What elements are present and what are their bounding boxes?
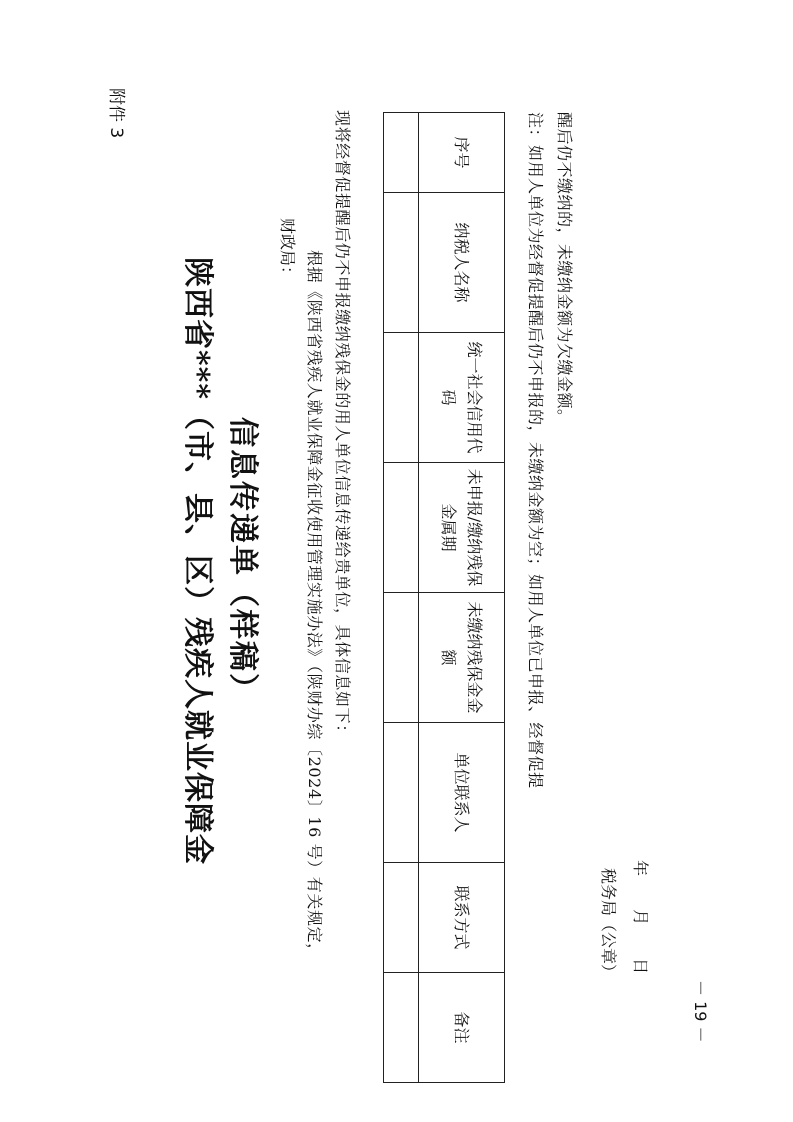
table-row	[384, 113, 419, 1083]
header-cell-taxpayer-name: 纳税人名称	[419, 193, 505, 333]
page-number: － 19 －	[691, 980, 710, 1043]
table-cell	[384, 973, 419, 1083]
table-cell	[384, 863, 419, 973]
note-line2: 醒后仍不缴纳的，未缴纳金额为欠缴金额。	[555, 112, 574, 426]
table-cell	[384, 193, 419, 333]
table-cell	[384, 333, 419, 463]
signature-date: 年 月 日	[631, 860, 650, 975]
header-cell-unpaid-amount: 未缴纳残保金金额	[419, 593, 505, 723]
info-table	[383, 112, 505, 1083]
header-cell-unpaid-period: 未申报/缴纳残保金属期	[419, 463, 505, 593]
body-paragraph-line1: 根据《陕西省残疾人就业保障金征收使用管理实施办法》（陕财办综〔2024〕16 号）有关规定，	[305, 250, 324, 960]
table-cell	[384, 113, 419, 193]
note-line1: 注：如用人单位为经督促提醒后仍不申报的，未缴纳金额为空；如用人单位已申报、经督促提	[526, 112, 545, 789]
body-paragraph-line2: 现将经督促提醒后仍不申报缴纳残保金的用人单位信息传递给贵单位，具体信息如下：	[333, 110, 352, 741]
document-title-line1: 陕西省***（市、县、区）残疾人就业保障金	[180, 256, 215, 866]
header-cell-remarks: 备注	[419, 973, 505, 1083]
issuing-bureau-seal: 税务局（公章）	[599, 868, 618, 981]
header-cell-credit-code: 统一社会信用代码	[419, 333, 505, 463]
header-cell-contact-method: 联系方式	[419, 863, 505, 973]
attachment-label: 附件 3	[106, 88, 126, 139]
document-title-line2: 信息传递单（样稿）	[225, 417, 260, 705]
header-cell-index: 序号	[419, 113, 505, 193]
header-cell-contact-person: 单位联系人	[419, 723, 505, 863]
table-cell	[384, 593, 419, 723]
table-header-row	[419, 113, 505, 1083]
recipient-line: 财政局：	[278, 218, 297, 283]
table-cell	[384, 463, 419, 593]
table-cell	[384, 723, 419, 863]
